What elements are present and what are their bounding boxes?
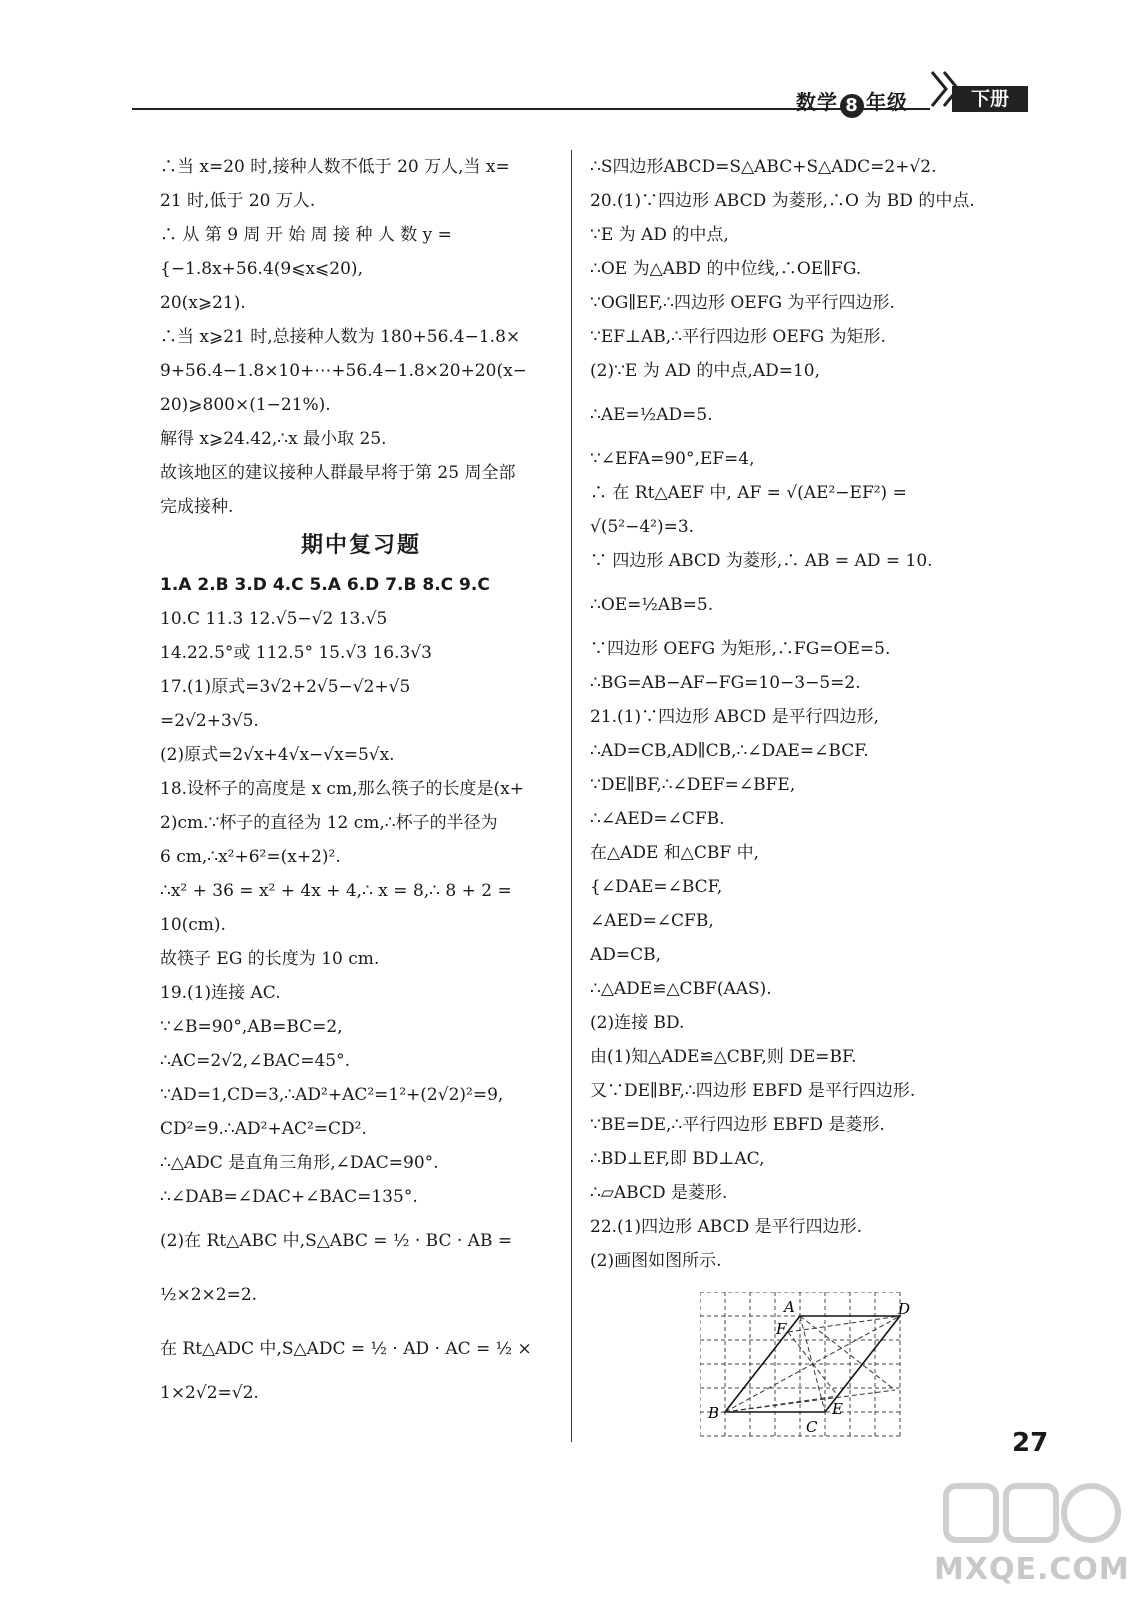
answer-line: 2)cm.∵杯子的直径为 12 cm,∴杯子的半径为 bbox=[160, 813, 498, 833]
text-line: ∴AD=CB,AD∥CB,∴∠DAE=∠BCF. bbox=[590, 741, 869, 761]
text-line: ∴OE 为△ABD 的中位线,∴OE∥FG. bbox=[590, 259, 862, 279]
answer-line: 10.C 11.3 12.√5−√2 13.√5 bbox=[160, 609, 388, 629]
subject-prefix: 数学 bbox=[796, 90, 838, 114]
text-line: 解得 x⩾24.42,∴x 最小取 25. bbox=[160, 429, 387, 449]
answer-line: 故筷子 EG 的长度为 10 cm. bbox=[160, 949, 380, 969]
text-line: ∴ 从 第 9 周 开 始 周 接 种 人 数 y = bbox=[160, 225, 452, 245]
text-line: ∵∠EFA=90°,EF=4, bbox=[590, 449, 755, 469]
text-line: √(5²−4²)=3. bbox=[590, 517, 695, 537]
answer-line: 1.A 2.B 3.D 4.C 5.A 6.D 7.B 8.C 9.C bbox=[160, 575, 490, 595]
volume-badge: 下册 bbox=[952, 86, 1028, 112]
text-line: 20)⩾800×(1−21%). bbox=[160, 395, 331, 415]
left-column bbox=[160, 150, 562, 1410]
text-line: AD=CB, bbox=[590, 945, 662, 965]
answer-line: (2)原式=2√x+4√x−√x=5√x. bbox=[160, 745, 395, 765]
text-line: ∵四边形 OEFG 为矩形,∴FG=OE=5. bbox=[590, 639, 891, 659]
answer-line: ∵AD=1,CD=3,∴AD²+AC²=1²+(2√2)²=9, bbox=[160, 1085, 504, 1105]
text-line: ∴BG=AB−AF−FG=10−3−5=2. bbox=[590, 673, 861, 693]
grade-badge: 8 bbox=[840, 94, 864, 118]
text-line: ∴BD⊥EF,即 BD⊥AC, bbox=[590, 1149, 765, 1169]
text-line: ∵DE∥BF,∴∠DEF=∠BFE, bbox=[590, 775, 796, 795]
text-line: ∴△ADE≌△CBF(AAS). bbox=[590, 979, 772, 999]
text-line: ∵ 四边形 ABCD 为菱形,∴ AB = AD = 10. bbox=[590, 551, 933, 571]
text-line: (2)∵E 为 AD 的中点,AD=10, bbox=[590, 361, 821, 381]
label-e: E bbox=[832, 1400, 843, 1418]
answer-line: ∴∠DAB=∠DAC+∠BAC=135°. bbox=[160, 1187, 418, 1207]
text-line: ∴AE=½AD=5. bbox=[590, 405, 713, 425]
answer-line: ∴△ADC 是直角三角形,∠DAC=90°. bbox=[160, 1153, 439, 1173]
text-line: 20.(1)∵四边形 ABCD 为菱形,∴O 为 BD 的中点. bbox=[590, 191, 975, 211]
answer-line: ½×2×2=2. bbox=[160, 1285, 258, 1305]
text-line: 故该地区的建议接种人群最早将于第 25 周全部 bbox=[160, 463, 516, 483]
text-line: {∠DAE=∠BCF, bbox=[590, 877, 723, 897]
answer-line: 在 Rt△ADC 中,S△ADC = ½ · AD · AC = ½ × bbox=[160, 1339, 532, 1359]
answer-line: 19.(1)连接 AC. bbox=[160, 983, 281, 1003]
page-header bbox=[0, 0, 1138, 120]
text-line: 由(1)知△ADE≌△CBF,则 DE=BF. bbox=[590, 1047, 857, 1067]
answer-line: ∴AC=2√2,∠BAC=45°. bbox=[160, 1051, 351, 1071]
grid-figure bbox=[700, 1292, 910, 1442]
subject-suffix: 年级 bbox=[866, 90, 908, 114]
text-line: ∠AED=∠CFB, bbox=[590, 911, 714, 931]
answer-line: 10(cm). bbox=[160, 915, 226, 935]
text-line: 完成接种. bbox=[160, 497, 234, 517]
text-line: 20(x⩾21). bbox=[160, 293, 246, 313]
answer-line: CD²=9.∴AD²+AC²=CD². bbox=[160, 1119, 367, 1139]
text-line: 9+56.4−1.8×10+⋯+56.4−1.8×20+20(x− bbox=[160, 361, 527, 381]
text-line: (2)连接 BD. bbox=[590, 1013, 685, 1033]
watermark-text: MXQE.COM bbox=[934, 1552, 1130, 1587]
answer-line: ∵∠B=90°,AB=BC=2, bbox=[160, 1017, 343, 1037]
text-line: ∴OE=½AB=5. bbox=[590, 595, 714, 615]
answer-line: 17.(1)原式=3√2+2√5−√2+√5 bbox=[160, 677, 411, 697]
right-column bbox=[590, 150, 1010, 1278]
text-line: ∴S四边形ABCD=S△ABC+S△ADC=2+√2. bbox=[590, 157, 937, 177]
text-line: ∴当 x=20 时,接种人数不低于 20 万人,当 x= bbox=[160, 157, 510, 177]
text-line: {−1.8x+56.4(9⩽x⩽20), bbox=[160, 259, 363, 279]
label-a: A bbox=[784, 1298, 795, 1316]
text-line: 又∵DE∥BF,∴四边形 EBFD 是平行四边形. bbox=[590, 1081, 916, 1101]
subject-label bbox=[796, 86, 908, 118]
label-c: C bbox=[806, 1418, 818, 1436]
text-line: ∵EF⊥AB,∴平行四边形 OEFG 为矩形. bbox=[590, 327, 886, 347]
text-line: ∴∠AED=∠CFB. bbox=[590, 809, 725, 829]
text-line: 在△ADE 和△CBF 中, bbox=[590, 843, 759, 863]
answer-line: 18.设杯子的高度是 x cm,那么筷子的长度是(x+ bbox=[160, 779, 524, 799]
answer-line: 6 cm,∴x²+6²=(x+2)². bbox=[160, 847, 341, 867]
section-title: 期中复习题 bbox=[300, 533, 421, 558]
label-f: F bbox=[776, 1320, 787, 1338]
answer-line: ∴x² + 36 = x² + 4x + 4,∴ x = 8,∴ 8 + 2 = bbox=[160, 881, 512, 901]
text-line: ∵BE=DE,∴平行四边形 EBFD 是菱形. bbox=[590, 1115, 885, 1135]
text-line: ∵E 为 AD 的中点, bbox=[590, 225, 729, 245]
answer-line: 14.22.5°或 112.5° 15.√3 16.3√3 bbox=[160, 643, 432, 663]
answer-line: (2)在 Rt△ABC 中,S△ABC = ½ · BC · AB = bbox=[160, 1231, 513, 1251]
text-line: ∴▱ABCD 是菱形. bbox=[590, 1183, 728, 1203]
text-line: 21 时,低于 20 万人. bbox=[160, 191, 316, 211]
label-b: B bbox=[708, 1404, 720, 1422]
text-line: 21.(1)∵四边形 ABCD 是平行四边形, bbox=[590, 707, 880, 727]
text-line: ∵OG∥EF,∴四边形 OEFG 为平行四边形. bbox=[590, 293, 895, 313]
text-line: (2)画图如图所示. bbox=[590, 1251, 722, 1271]
dashed-grid bbox=[700, 1292, 900, 1436]
text-line: 22.(1)四边形 ABCD 是平行四边形. bbox=[590, 1217, 863, 1237]
answer-line: =2√2+3√5. bbox=[160, 711, 259, 731]
label-d: D bbox=[898, 1300, 910, 1318]
answer-line: 1×2√2=√2. bbox=[160, 1383, 259, 1403]
text-line: ∴ 在 Rt△AEF 中, AF = √(AE²−EF²) = bbox=[590, 483, 907, 503]
text-line: ∴当 x⩾21 时,总接种人数为 180+56.4−1.8× bbox=[160, 327, 521, 347]
page-number: 27 bbox=[1012, 1428, 1049, 1458]
column-divider bbox=[571, 150, 572, 1442]
